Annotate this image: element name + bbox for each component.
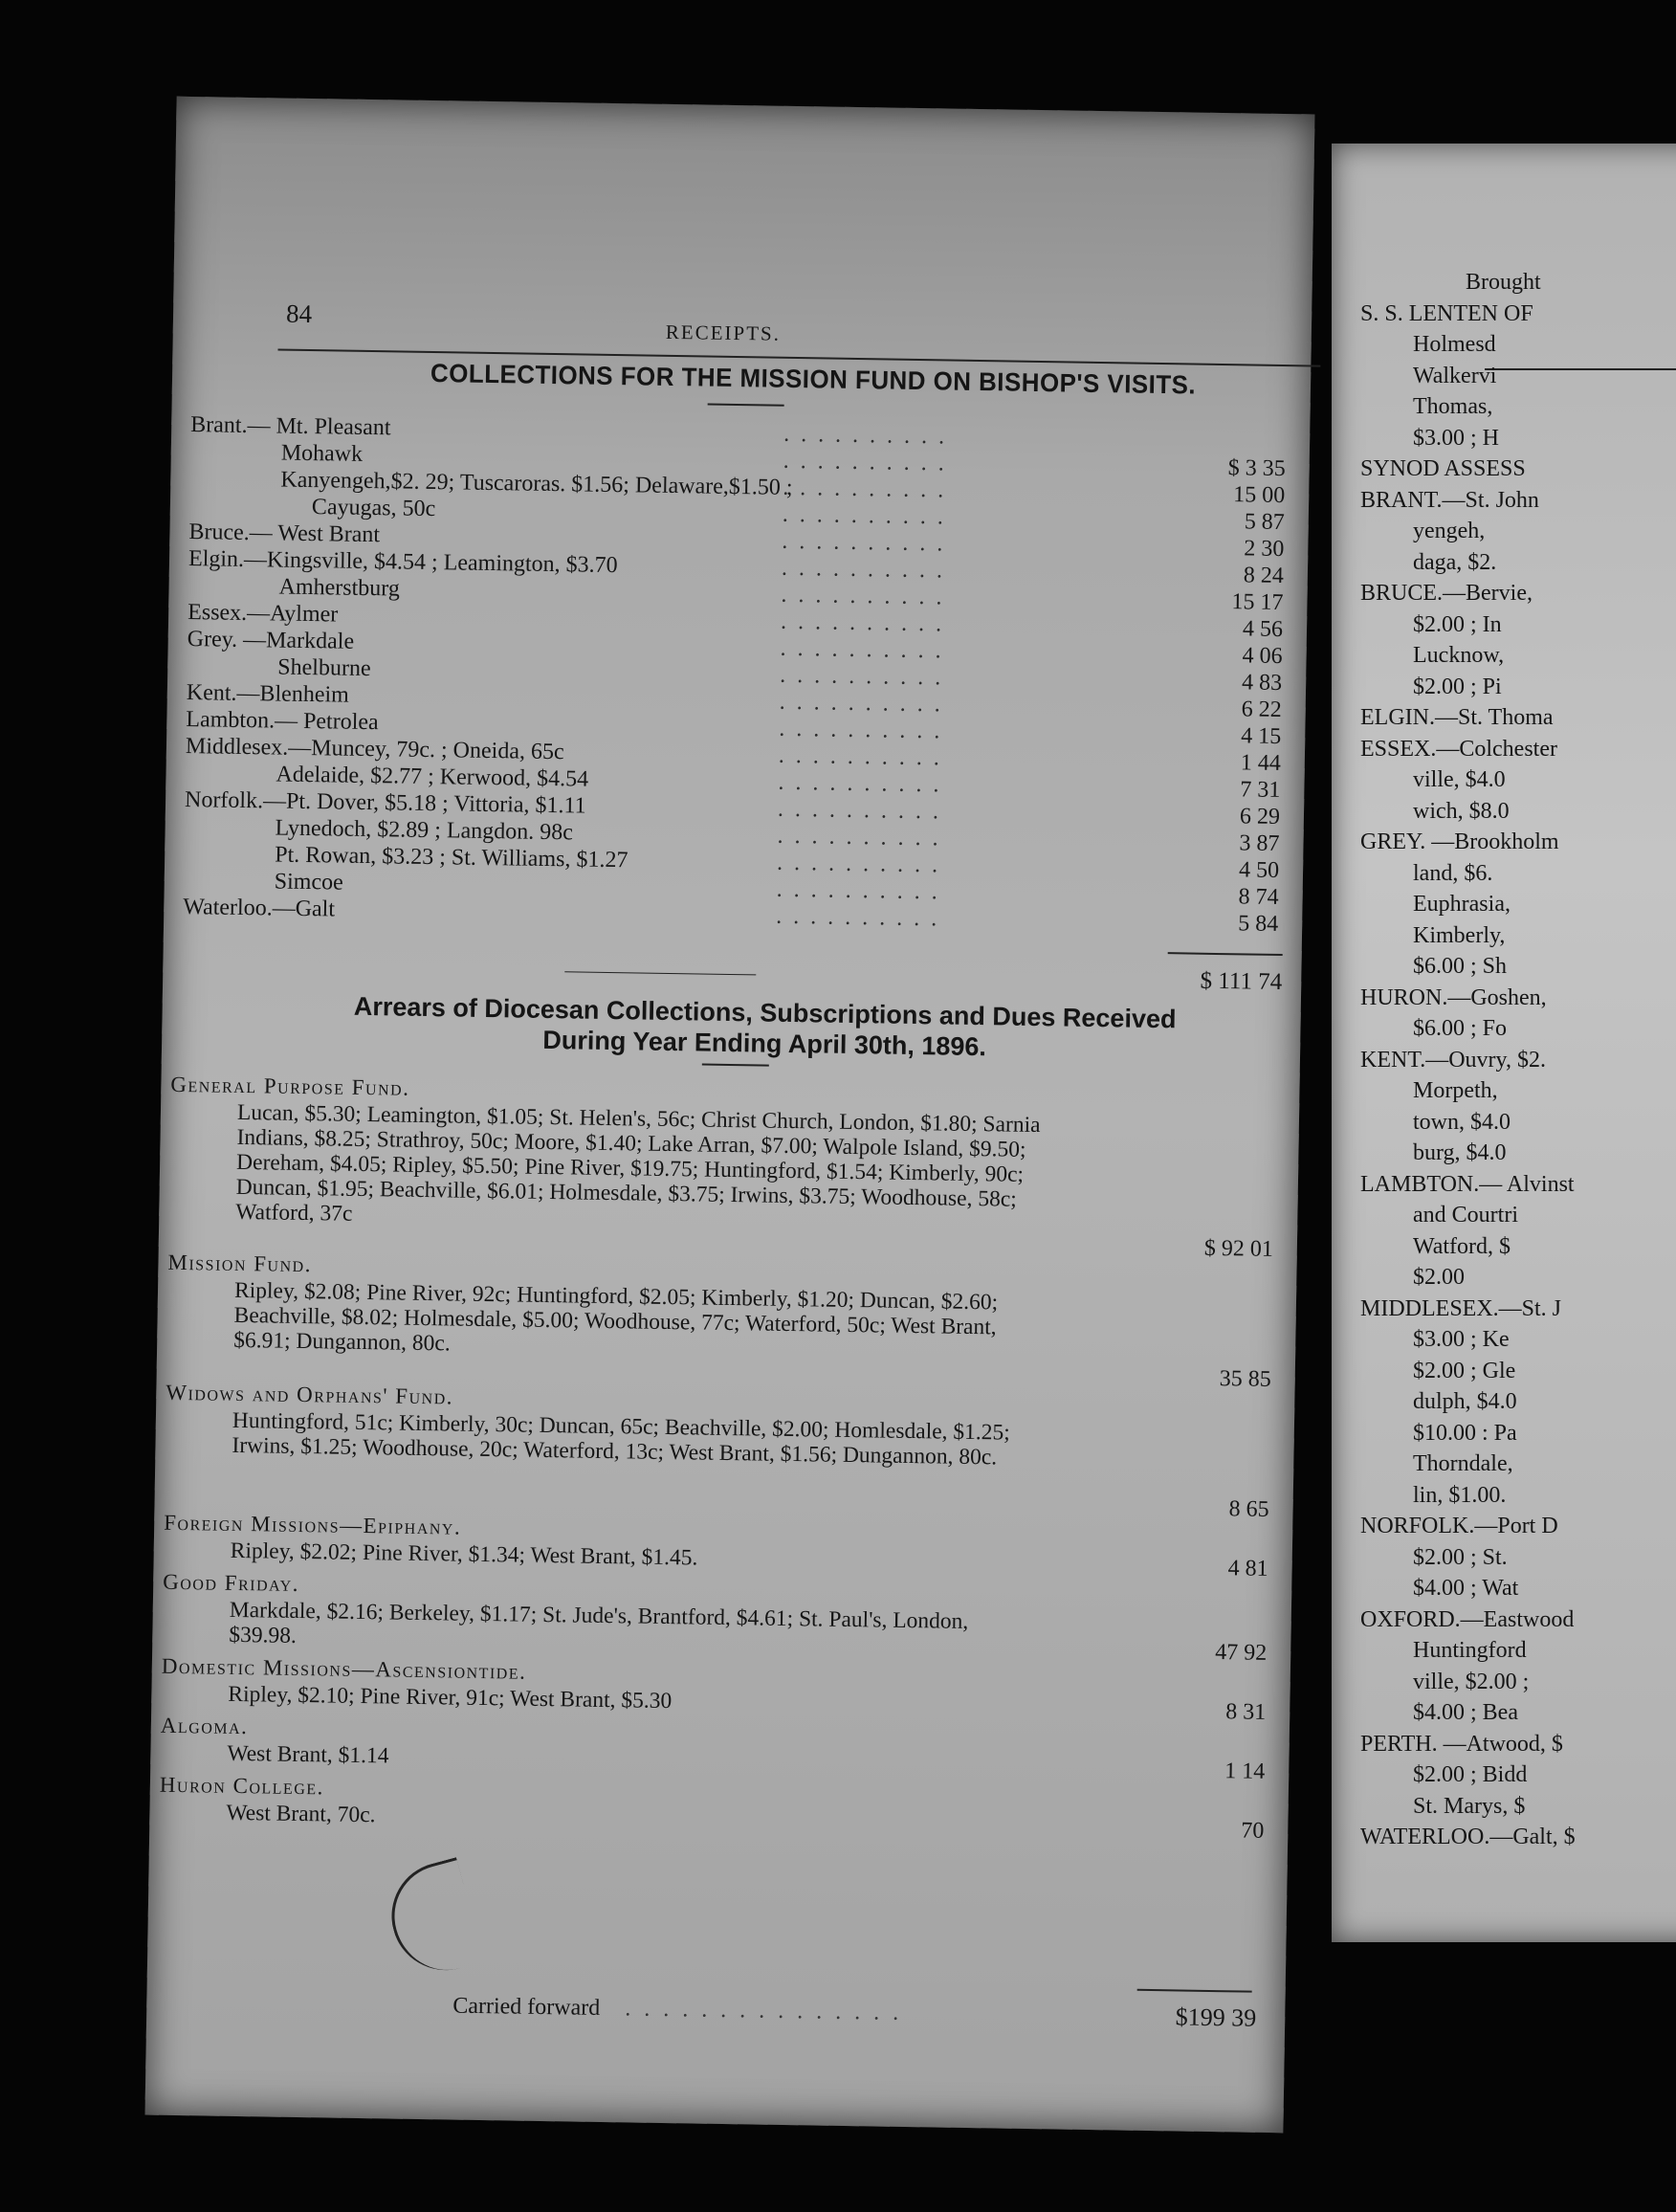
mission-row-text: Kanyengeh,$2. 29; Tuscaroras. $1.56; Delaware,$1.50 ; — [280, 467, 793, 500]
fund-contributions: Lucan, $5.30; Leamington, $1.05; St. Helen's, 56c; Christ Church, London, $1.80; Sarnia Indians, $8.25; Strathroy, 50c; Moore, $1.40; Lake Arran, $7.00; Walpole Island, $9.50; Dereham, $4.05; Ripley, $5.50; Pine River, $19.75; Huntingford, $1.54; Kimberly, 90c; Duncan, $1.95; Beachville, $6.01; Holmesdale, $3.75; Irwins, $3.75; Woodhouse, 58c; Watford, 37c — [235, 1099, 1041, 1227]
fund-heading: Widows and Orphans' Fund. — [165, 1380, 454, 1409]
facing-line: $2.00 ; Bidd — [1413, 1762, 1528, 1787]
dot-leader: . . . . . . . . . . — [779, 716, 943, 744]
mission-fund-total: $ 111 74 — [1200, 967, 1283, 996]
arrears-title-line1: Arrears of Diocesan Collections, Subscriptions and Dues Received — [353, 991, 1177, 1034]
facing-line: S. S. LENTEN OF — [1360, 300, 1533, 326]
fund-heading: General Purpose Fund. — [170, 1072, 410, 1100]
dot-leader: . . . . . . . . . . — [783, 421, 948, 450]
facing-line: $2.00 — [1413, 1265, 1465, 1290]
carried-forward-amount: $199 39 — [1175, 2002, 1257, 2032]
receipts-page — [145, 97, 1315, 2133]
facing-line: wich, $8.0 — [1413, 798, 1510, 824]
facing-line: dulph, $4.0 — [1413, 1389, 1517, 1414]
facing-line: Lucknow, — [1413, 643, 1505, 668]
facing-rule — [1485, 368, 1676, 370]
mission-row-amount: 4 56 — [1242, 616, 1284, 643]
mission-row-text: Middlesex.—Muncey, 79c. ; Oneida, 65c — [185, 734, 564, 765]
running-head: RECEIPTS. — [665, 320, 782, 345]
dot-leader: . . . . . . . . . . — [777, 796, 942, 825]
mission-row-text: Brant.— Mt. Pleasant — [190, 412, 391, 441]
facing-line: Watford, $ — [1413, 1233, 1511, 1259]
dot-leader: . . . . . . . . . . — [783, 475, 947, 503]
fund-amount: $ 92 01 — [1203, 1235, 1274, 1262]
facing-line: daga, $2. — [1413, 549, 1497, 575]
facing-line: $6.00 ; Fo — [1413, 1016, 1508, 1041]
mission-row-text: Mohawk — [280, 440, 364, 467]
facing-line: ville, $4.0 — [1413, 767, 1506, 792]
mission-row-amount: 6 29 — [1239, 804, 1281, 830]
facing-line: SYNOD ASSESS — [1360, 456, 1526, 481]
facing-line: $3.00 ; H — [1413, 425, 1499, 451]
mission-row-text: Simcoe — [274, 869, 343, 896]
mission-row-text: Lambton.— Petrolea — [186, 707, 379, 736]
facing-line: WATERLOO.—Galt, $ — [1360, 1825, 1576, 1849]
facing-line: Holmesd — [1413, 332, 1496, 357]
facing-page — [1332, 144, 1676, 1942]
dot-leader: . . . . . . . . . . — [779, 689, 943, 718]
facing-line: $2.00 ; In — [1413, 611, 1502, 637]
mission-row-amount: 6 22 — [1241, 697, 1282, 723]
facing-line: St. Marys, $ — [1413, 1793, 1526, 1819]
facing-line: KENT.—Ouvry, $2. — [1360, 1047, 1546, 1073]
dot-leader: . . . . . . . . . . — [780, 635, 944, 664]
mission-row-amount: 4 06 — [1242, 643, 1283, 670]
dot-leader: . . . . . . . . . . — [780, 662, 944, 691]
fund-amount: 8 31 — [1225, 1699, 1267, 1725]
mission-row-amount: 4 15 — [1241, 723, 1282, 750]
dot-leader: . . . . . . . . . . — [782, 501, 947, 530]
facing-line: Walkervi — [1413, 363, 1497, 388]
mission-row-text: Norfolk.—Pt. Dover, $5.18 ; Vittoria, $1.11 — [184, 787, 586, 819]
mission-row-text: Amherstburg — [278, 574, 401, 602]
mission-row-amount: 4 50 — [1238, 857, 1280, 883]
facing-line: $4.00 ; Bea — [1413, 1700, 1518, 1725]
carried-forward-leader: . . . . . . . . . . . . . . . — [625, 1996, 903, 2025]
facing-line: ESSEX.—Colchester — [1360, 736, 1557, 762]
facing-line: BRUCE.—Bervie, — [1360, 581, 1533, 606]
facing-line: lin, $1.00. — [1413, 1482, 1507, 1508]
mission-row-amount: 15 17 — [1231, 589, 1284, 616]
facing-line: yengeh, — [1413, 519, 1486, 543]
dot-leader: . . . . . . . . . . — [783, 448, 947, 476]
facing-line: Euphrasia, — [1413, 892, 1511, 917]
fund-heading: Good Friday. — [163, 1569, 300, 1596]
facing-line: HURON.—Goshen, — [1360, 984, 1547, 1010]
mission-row-amount: 3 87 — [1239, 830, 1280, 856]
facing-line: $3.00 ; Ke — [1413, 1327, 1510, 1352]
facing-line: $6.00 ; Sh — [1413, 954, 1508, 979]
dot-leader: . . . . . . . . . . — [776, 850, 941, 878]
facing-line: and Courtri — [1413, 1203, 1518, 1228]
fund-heading: Domestic Missions—Ascensiontide. — [161, 1653, 527, 1684]
mission-row-amount: 15 00 — [1233, 482, 1286, 509]
facing-line: $2.00 ; St. — [1413, 1544, 1508, 1570]
facing-line: BRANT.—St. John — [1360, 487, 1539, 513]
facing-line: land, $6. — [1413, 860, 1493, 886]
mission-row-text: Lynedoch, $2.89 ; Langdon. 98c — [275, 815, 574, 846]
mission-row-amount: 4 83 — [1241, 670, 1283, 697]
total-rule — [1168, 952, 1283, 956]
facing-line: $10.00 : Pa — [1413, 1420, 1517, 1446]
facing-line: Morpeth, — [1413, 1078, 1498, 1103]
fund-contributions: Huntingford, 51c; Kimberly, 30c; Duncan, 65c; Beachville, $2.00; Homlesdale, $1.25; Irwins, $1.25; Woodhouse, 20c; Waterford, 13c; West Brant, $1.56; Dungannon, 80c. — [232, 1407, 1010, 1471]
mission-row-text: Elgin.—Kingsville, $4.54 ; Leamington, $3.70 — [187, 546, 618, 579]
facing-line: NORFOLK.—Port D — [1360, 1514, 1558, 1538]
dot-leader: . . . . . . . . . . — [778, 769, 942, 798]
dot-leader: . . . . . . . . . . — [777, 823, 941, 852]
facing-line: ELGIN.—St. Thoma — [1360, 705, 1554, 730]
facing-line: burg, $4.0 — [1413, 1140, 1507, 1165]
fund-amount: 8 65 — [1228, 1496, 1269, 1522]
mission-row-amount: $ 3 35 — [1227, 455, 1286, 482]
mission-row-amount: 5 84 — [1237, 911, 1279, 937]
mission-row-text: Pt. Rowan, $3.23 ; St. Williams, $1.27 — [275, 842, 628, 874]
dot-leader: . . . . . . . . . . — [780, 608, 945, 637]
fund-heading: Mission Fund. — [167, 1250, 313, 1277]
mission-row-amount: 2 30 — [1244, 536, 1285, 563]
dot-leader: . . . . . . . . . . — [782, 528, 946, 557]
fund-amount: 70 — [1241, 1818, 1265, 1844]
facing-line: LAMBTON.— Alvinst — [1360, 1171, 1575, 1197]
mission-row-text: Adelaide, $2.77 ; Kerwood, $4.54 — [276, 762, 589, 792]
fund-amount: 1 14 — [1224, 1759, 1266, 1784]
facing-line: OXFORD.—Eastwood — [1360, 1606, 1575, 1632]
fund-amount: 47 92 — [1215, 1640, 1268, 1666]
dot-leader: . . . . . . . . . . — [781, 555, 946, 584]
dot-leader: . . . . . . . . . . — [778, 742, 943, 771]
arrears-title-rule — [702, 1064, 769, 1067]
fund-contributions: Markdale, $2.16; Berkeley, $1.17; St. Jude's, Brantford, $4.61; St. Paul's, London, $39.98. — [229, 1597, 969, 1648]
facing-line: $2.00 ; Gle — [1413, 1358, 1516, 1383]
mission-row-text: Bruce.— West Brant — [188, 520, 381, 548]
fund-heading: Foreign Missions—Epiphany. — [164, 1510, 462, 1539]
mission-row-amount: 8 24 — [1243, 563, 1285, 589]
fund-contributions: Ripley, $2.02; Pine River, $1.34; West Brant, $1.45. — [230, 1537, 698, 1571]
mission-row-amount: 5 87 — [1244, 509, 1285, 536]
facing-line: Brought — [1466, 270, 1541, 295]
mission-row-amount: 7 31 — [1240, 777, 1281, 803]
facing-line: PERTH. —Atwood, $ — [1360, 1731, 1563, 1757]
mission-row-text: Cayugas, 50c — [311, 495, 436, 522]
mission-row-text: Essex.—Aylmer — [187, 600, 339, 628]
fund-amount: 35 85 — [1219, 1366, 1271, 1392]
facing-line: MIDDLESEX.—St. J — [1360, 1295, 1562, 1321]
fund-heading: Huron College. — [159, 1772, 325, 1800]
facing-line: Kimberly, — [1413, 922, 1506, 948]
fund-contributions: Ripley, $2.10; Pine River, 91c; West Brant, $5.30 — [228, 1681, 673, 1714]
fund-heading: Algoma. — [160, 1713, 249, 1739]
facing-line: Thorndale, — [1413, 1451, 1513, 1476]
page-number: 84 — [285, 299, 313, 329]
dot-leader: . . . . . . . . . . — [781, 582, 945, 610]
facing-line: Huntingford — [1413, 1638, 1527, 1663]
carried-forward-label: Carried forward — [452, 1993, 601, 2021]
facing-line: $2.00 ; Pi — [1413, 674, 1502, 699]
carried-rule — [1137, 1989, 1252, 1993]
mission-fund-title: COLLECTIONS FOR THE MISSION FUND ON BISHOP'S VISITS. — [430, 358, 1197, 400]
mission-row-amount: 1 44 — [1240, 750, 1282, 776]
facing-line: Thomas, — [1413, 394, 1493, 419]
mission-row-text: Kent.—Blenheim — [186, 680, 350, 708]
mission-row-text: Grey. —Markdale — [187, 627, 355, 654]
facing-line: ville, $2.00 ; — [1413, 1669, 1530, 1694]
section-divider — [564, 971, 756, 975]
facing-line: $4.00 ; Wat — [1413, 1576, 1519, 1601]
mission-row-amount: 8 74 — [1238, 884, 1279, 910]
title-rule — [708, 404, 784, 407]
facing-line: town, $4.0 — [1413, 1109, 1511, 1135]
facing-line: GREY. —Brookholm — [1360, 830, 1559, 854]
mission-row-text: Shelburne — [277, 654, 371, 682]
fund-contributions: West Brant, 70c. — [226, 1800, 376, 1828]
arrears-title-line2: During Year Ending April 30th, 1896. — [542, 1025, 987, 1062]
fund-contributions: West Brant, $1.14 — [227, 1740, 389, 1769]
dot-leader: . . . . . . . . . . — [776, 903, 940, 932]
dot-leader: . . . . . . . . . . — [776, 876, 940, 905]
mission-row-text: Waterloo.—Galt — [183, 894, 336, 922]
fund-amount: 4 81 — [1227, 1556, 1268, 1582]
fund-contributions: Ripley, $2.08; Pine River, 92c; Huntingford, $2.05; Kimberly, $1.20; Duncan, $2.60; Beachville, $8.02; Holmesdale, $5.00; Woodhouse, 77c; Waterford, 50c; West Brant, $6.91; Dungannon, 80c. — [233, 1277, 999, 1357]
